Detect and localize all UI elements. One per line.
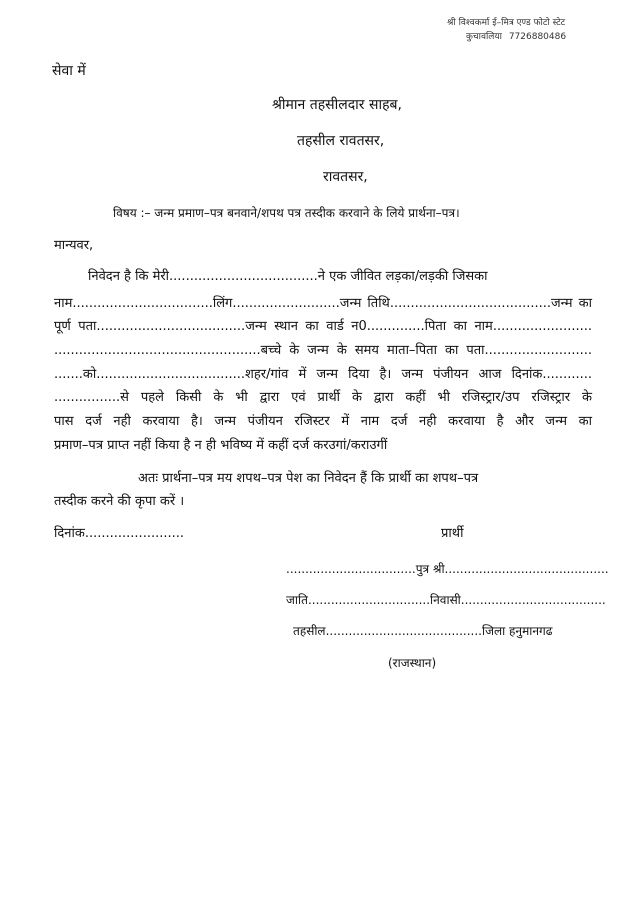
subject-line: विषय :– जन्म प्रमाण–पत्र बनवाने/शपथ पत्र तस्दीक करवाने के लिये प्रार्थना–पत्र। — [113, 206, 460, 220]
applicant-label: प्रार्थी — [441, 526, 464, 541]
shop-place: कुचावलिया — [466, 32, 502, 42]
body-paragraph-2-line-2: तस्दीक करने की कृपा करें । — [54, 494, 185, 509]
body-paragraph-1-line-2: नाम..................................लिंग..........................जन्म तिथि.......................................जन्म का — [54, 296, 592, 311]
applicant-son-of-line: ..................................पुत्र श्री........................................... — [286, 562, 609, 576]
applicant-tehsil-district-line: तहसील.........................................जिला हनुमानगढ — [293, 624, 553, 638]
body-paragraph-1-line-4: ..................................................बच्चे के जन्म के समय माता–पिता का पता.......................... — [54, 343, 592, 358]
shop-phone: 7726880486 — [508, 32, 567, 42]
salutation-to: सेवा में — [52, 63, 86, 79]
applicant-caste-residence-line: जाति................................निवासी...................................... — [286, 593, 606, 607]
body-paragraph-1-line-3: पूर्ण पता....................................जन्म स्थान का वार्ड न0..............पिता का नाम........................ — [54, 319, 592, 334]
body-paragraph-1-line-6: ................से पहले किसी के भी द्वारा एवं प्रार्थी के द्वारा कहीं भी रजिस्ट्रार/उप रजिस्ट्रार के — [54, 390, 592, 405]
body-paragraph-1-line-7: पास दर्ज नही करवाया है। जन्म पंजीयन रजिस्टर में नाम दर्ज नही करवाया है और जन्म का — [54, 414, 592, 429]
applicant-state: (राजस्थान) — [388, 656, 437, 670]
body-paragraph-1-line-8: प्रमाण–पत्र प्राप्त नहीं किया है न ही भविष्य में कहीं दर्ज करउगां/कराउगीं — [54, 438, 388, 453]
body-paragraph-1-line-1: निवेदन है कि मेरी....................................ने एक जीवित लड़का/लड़की जिसका — [88, 269, 488, 284]
shop-address-phone — [466, 29, 566, 42]
body-paragraph-2-line-1: अतः प्रार्थना–पत्र मय शपथ–पत्र पेश का निवेदन हैं कि प्रार्थी का शपथ–पत्र — [138, 471, 479, 486]
date-field: दिनांक........................ — [54, 526, 185, 541]
body-paragraph-1-line-5: .......को....................................शहर/गांव में जन्म दिया है। जन्म पंजीयन आज दिनांक............ — [54, 367, 592, 382]
greeting: मान्यवर, — [54, 238, 94, 253]
shop-name: श्री विश्‍वकर्मा ई–मित्र एण्ड फोटो स्टेट — [447, 18, 566, 28]
addressee-line-3: रावतसर, — [323, 169, 368, 185]
addressee-line-1: श्रीमान तहसीलदार साहब, — [272, 97, 402, 113]
addressee-line-2: तहसील रावतसर, — [297, 133, 385, 149]
